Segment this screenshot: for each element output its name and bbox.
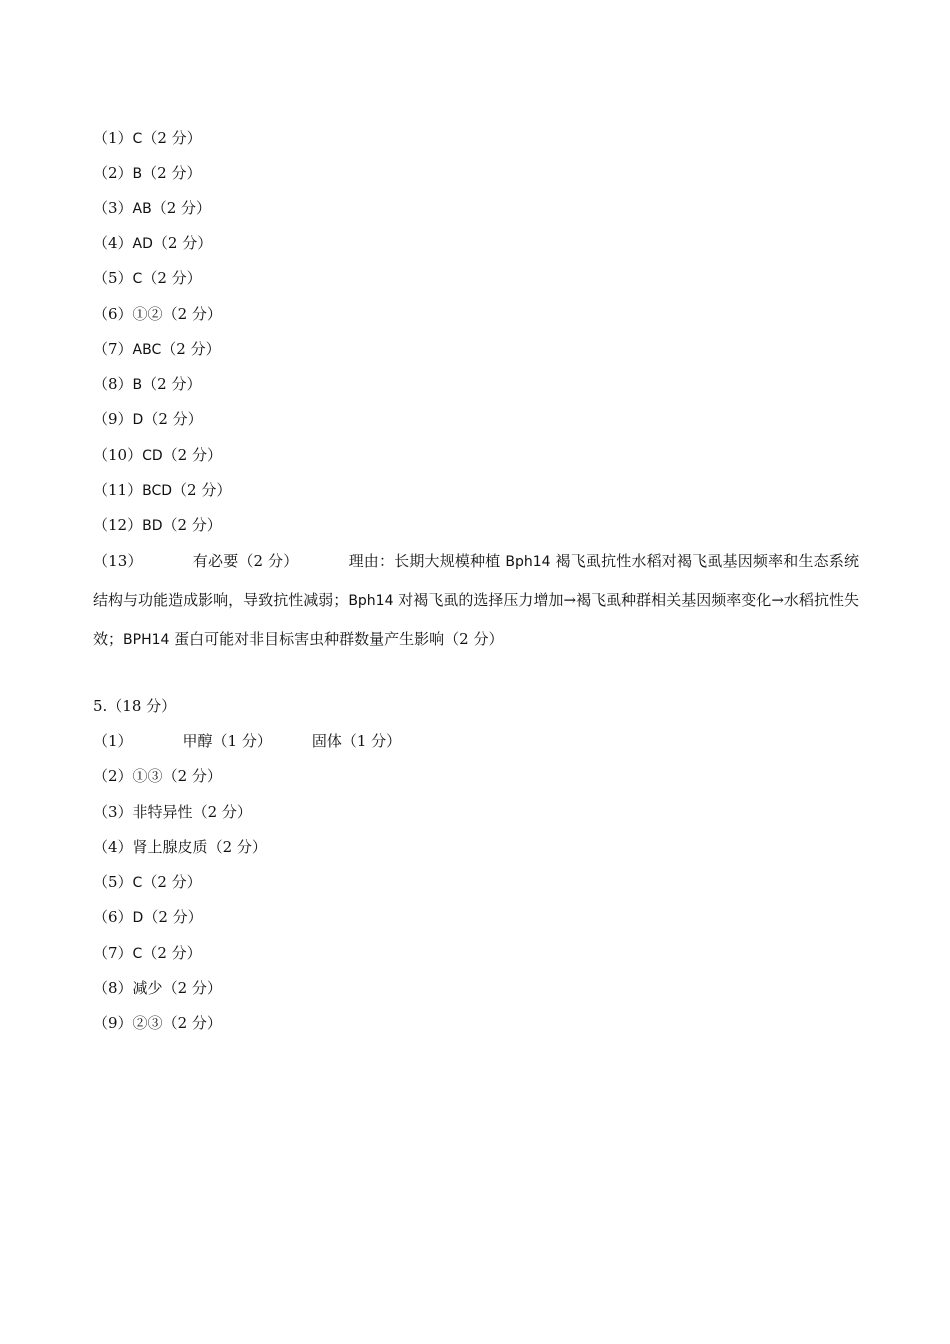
- reason-text: 蛋白可能对非目标害虫种群数量产生影响（2 分）: [169, 630, 504, 648]
- answer-paragraph-13: [93, 542, 859, 659]
- score-text: （2 分）: [143, 908, 203, 926]
- score-text: （2 分）: [142, 873, 202, 891]
- answer-text: C: [132, 946, 143, 962]
- answer-text: C: [132, 131, 143, 147]
- score-text: （2 分）: [151, 199, 212, 217]
- question-number: （4）: [93, 838, 133, 856]
- answer-line: [93, 163, 201, 184]
- question-number: （8）: [93, 979, 133, 997]
- answer-text: D: [132, 412, 144, 428]
- question-number: （6）: [93, 305, 133, 323]
- question-number: （12）: [93, 516, 143, 534]
- answer-line: [93, 374, 201, 395]
- answer-line: [93, 802, 252, 822]
- answer-text: 肾上腺皮质: [132, 838, 208, 856]
- question-number: （2）: [93, 164, 133, 182]
- answer-text: ②③: [132, 1014, 163, 1032]
- score-text: （2 分）: [207, 838, 267, 856]
- answer-line: [93, 128, 202, 149]
- question-number: （7）: [93, 944, 133, 962]
- answer-text: B: [132, 377, 143, 393]
- question-number: （3）: [93, 199, 133, 217]
- answer-text: 减少: [132, 979, 163, 997]
- question-number: （9）: [93, 1014, 133, 1032]
- question-number: （11）: [93, 481, 143, 499]
- answer-line: [93, 731, 401, 751]
- question-number: （6）: [93, 908, 133, 926]
- reason-text: 对褐飞虱的选择压力增加→褐飞虱种群相关基因频率变化→水稻抗性失效；: [93, 591, 859, 648]
- answer-line: [93, 872, 202, 893]
- reason-text: Bph14: [505, 554, 551, 570]
- answer-line: [93, 480, 231, 501]
- question-number: （1）: [93, 732, 133, 750]
- score-text: （2 分）: [143, 410, 203, 428]
- answer-line: [93, 198, 211, 219]
- answer-text: AD: [132, 236, 153, 252]
- answer-text: C: [132, 271, 143, 287]
- answer-text: CD: [142, 448, 163, 464]
- answer-text: 甲醇（1 分）: [182, 732, 272, 750]
- score-text: （2 分）: [161, 340, 221, 358]
- score-text: （2 分）: [172, 481, 232, 499]
- answer-line: [93, 339, 221, 360]
- score-text: （2 分）: [142, 944, 202, 962]
- answer-text: BCD: [142, 483, 173, 499]
- question-number: （5）: [93, 873, 133, 891]
- answer-text: 有必要（2 分）: [192, 552, 299, 570]
- section-header: [93, 696, 176, 716]
- score-text: （2 分）: [142, 129, 202, 147]
- answer-line: [93, 907, 203, 928]
- score-text: （2 分）: [162, 305, 222, 323]
- question-number: （13）: [93, 552, 143, 570]
- answer-line: [93, 1013, 222, 1033]
- answer-line: [93, 268, 202, 289]
- question-number: （5）: [93, 269, 133, 287]
- question-number: （8）: [93, 375, 133, 393]
- question-number: （10）: [93, 446, 143, 464]
- score-text: （2 分）: [162, 1014, 222, 1032]
- question-number: （4）: [93, 234, 133, 252]
- answer-line: [93, 943, 202, 964]
- score-text: （2 分）: [142, 269, 202, 287]
- score-text: （2 分）: [192, 803, 252, 821]
- score-text: （2 分）: [142, 164, 202, 182]
- score-text: （2 分）: [162, 979, 222, 997]
- answer-text: 固体（1 分）: [311, 732, 402, 750]
- score-text: （2 分）: [142, 375, 202, 393]
- answer-line: [93, 445, 222, 466]
- answer-line: [93, 409, 203, 430]
- answer-text: BD: [142, 518, 163, 534]
- answer-text: ①②: [132, 305, 163, 323]
- reason-text: 理由：长期大规模种植: [348, 552, 506, 570]
- answer-text: C: [132, 875, 143, 891]
- answer-line: [93, 978, 222, 998]
- reason-text: BPH14: [123, 632, 170, 648]
- answer-line: [93, 304, 222, 324]
- score-text: （2 分）: [162, 767, 222, 785]
- answer-text: D: [132, 910, 144, 926]
- answer-line: [93, 515, 222, 536]
- answer-line: [93, 233, 212, 254]
- section-title: 5.（18 分）: [93, 697, 177, 715]
- question-number: （7）: [93, 340, 133, 358]
- score-text: （2 分）: [162, 446, 222, 464]
- answer-line: [93, 766, 222, 786]
- question-number: （2）: [93, 767, 133, 785]
- answer-text: ①③: [132, 767, 163, 785]
- reason-text: 褐飞虱抗性水稻对褐飞虱基因频率和生态系统结构与功能造成影响，导致抗性减弱；: [93, 552, 859, 609]
- answer-line: [93, 837, 267, 857]
- score-text: （2 分）: [162, 516, 222, 534]
- score-text: （2 分）: [152, 234, 213, 252]
- answer-text: ABC: [132, 342, 162, 358]
- question-number: （3）: [93, 803, 133, 821]
- question-number: （1）: [93, 129, 133, 147]
- question-number: （9）: [93, 410, 133, 428]
- reason-text: Bph14: [348, 593, 394, 609]
- answer-text: AB: [132, 201, 152, 217]
- answer-text: B: [132, 166, 143, 182]
- answer-text: 非特异性: [132, 803, 193, 821]
